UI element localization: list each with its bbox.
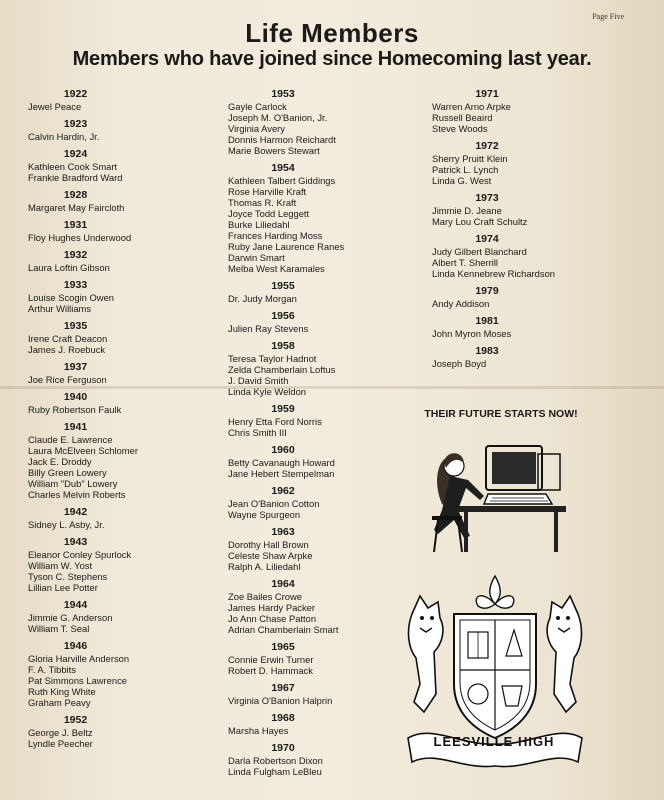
year-group <box>28 148 228 183</box>
member-name: Pat Simmons Lawrence <box>28 675 128 686</box>
member-name: Margaret May Faircloth <box>28 202 125 213</box>
member-name: Wayne Spurgeon <box>228 509 301 520</box>
class-year-heading: 1956 <box>271 310 295 322</box>
class-year-heading: 1962 <box>271 485 295 497</box>
class-year-heading: 1943 <box>63 536 88 548</box>
class-year-heading: 1954 <box>271 162 295 174</box>
member-name: Jo Ann Chase Patton <box>228 613 317 624</box>
member-name: Joseph M. O'Banion, Jr. <box>228 112 328 123</box>
member-name: Russell Beaird <box>432 112 493 123</box>
member-name: Robert D. Hammack <box>228 665 313 676</box>
member-name: Jewel Peace <box>28 101 82 112</box>
page-subtitle: Members who have joined since Homecoming last year. <box>72 48 592 70</box>
class-year-heading: 1937 <box>63 361 88 373</box>
member-column-left <box>28 88 228 755</box>
member-name: Charles Melvin Roberts <box>28 489 126 500</box>
member-name: William "Dub" Lowery <box>28 478 118 489</box>
computer-ad <box>418 408 584 420</box>
member-name: Linda Kyle Weldon <box>228 386 307 397</box>
class-year-heading: 1974 <box>475 233 499 245</box>
member-name: Sherry Pruitt Klein <box>432 153 508 164</box>
member-name: Linda G. West <box>432 175 492 186</box>
class-year-heading: 1972 <box>475 140 499 152</box>
member-name: Andy Addison <box>432 298 490 309</box>
member-name: Patrick L. Lynch <box>432 164 499 175</box>
page-title: Life Members <box>245 18 419 48</box>
member-name: Laura Loftin Gibson <box>28 262 110 273</box>
member-name: Warren Arno Arpke <box>432 101 511 112</box>
year-group <box>228 641 428 676</box>
member-name: Jane Hebert Stempelman <box>228 468 335 479</box>
member-name: Kathleen Talbert Giddings <box>228 175 336 186</box>
year-group <box>432 233 632 279</box>
class-year-heading: 1952 <box>63 714 88 726</box>
member-name: Laura McElveen Schlomer <box>28 445 138 456</box>
member-name: Judy Gilbert Blanchard <box>432 246 527 257</box>
crest-banner-text: LEESVILLE HIGH <box>433 734 555 749</box>
year-group <box>228 340 428 397</box>
year-group <box>228 280 428 304</box>
member-name: Graham Peavy <box>28 697 91 708</box>
member-name: Eleanor Conley Spurlock <box>28 549 132 560</box>
member-name: Joe Rice Ferguson <box>28 374 107 385</box>
year-group <box>432 315 632 339</box>
class-year-heading: 1933 <box>63 279 88 291</box>
class-year-heading: 1942 <box>63 506 88 518</box>
year-group <box>228 712 428 736</box>
member-name: Lyndle Peecher <box>28 738 93 749</box>
class-year-heading: 1922 <box>63 88 88 100</box>
year-group <box>228 485 428 520</box>
member-name: Virginia Avery <box>228 123 285 134</box>
member-name: Gayle Carlock <box>228 101 287 112</box>
class-year-heading: 1964 <box>271 578 295 590</box>
member-name: Jack E. Droddy <box>28 456 92 467</box>
member-name: Jimmie G. Anderson <box>28 612 113 623</box>
year-group <box>28 714 228 749</box>
member-name: Ruth King White <box>28 686 96 697</box>
member-name: George J. Beltz <box>28 727 93 738</box>
class-year-heading: 1932 <box>63 249 88 261</box>
girl-at-computer-illustration <box>428 424 568 554</box>
member-name: John Myron Moses <box>432 328 512 339</box>
year-group <box>432 285 632 309</box>
year-group <box>28 640 228 708</box>
member-name: Steve Woods <box>432 123 488 134</box>
year-group <box>28 249 228 273</box>
member-name: Marie Bowers Stewart <box>228 145 320 156</box>
class-year-heading: 1924 <box>63 148 88 160</box>
class-year-heading: 1941 <box>63 421 88 433</box>
member-name: James J. Roebuck <box>28 344 106 355</box>
member-name: Thomas R. Kraft <box>228 197 297 208</box>
member-name: Melba West Karamales <box>228 263 325 274</box>
member-name: Adrian Chamberlain Smart <box>228 624 339 635</box>
year-group <box>28 320 228 355</box>
class-year-heading: 1940 <box>63 391 88 403</box>
member-name: Betty Cavanaugh Howard <box>228 457 335 468</box>
year-group <box>228 310 428 334</box>
year-group <box>432 140 632 186</box>
member-name: Billy Green Lowery <box>28 467 107 478</box>
member-name: Arthur Williams <box>28 303 92 314</box>
year-group <box>28 536 228 593</box>
year-group <box>228 526 428 572</box>
class-year-heading: 1935 <box>63 320 88 332</box>
member-name: Linda Fulgham LeBleu <box>228 766 322 777</box>
class-year-heading: 1960 <box>271 444 295 456</box>
member-name: Louise Scogin Owen <box>28 292 114 303</box>
class-year-heading: 1983 <box>475 345 499 357</box>
year-group <box>28 219 228 243</box>
member-name: Dorothy Hall Brown <box>228 539 309 550</box>
member-name: Floy Hughes Underwood <box>28 232 132 243</box>
class-year-heading: 1923 <box>63 118 88 130</box>
year-group <box>28 189 228 213</box>
member-name: Calvin Hardin, Jr. <box>28 131 100 142</box>
member-name: Sidney L. Asby, Jr. <box>28 519 105 530</box>
year-group <box>432 345 632 369</box>
member-name: Donnis Harmon Reichardt <box>228 134 336 145</box>
class-year-heading: 1981 <box>475 315 499 327</box>
member-name: Mary Lou Craft Schultz <box>432 216 528 227</box>
member-name: William W. Yost <box>28 560 93 571</box>
member-name: Ruby Robertson Faulk <box>28 404 122 415</box>
member-name: Burke Liliedahl <box>228 219 290 230</box>
member-name: Virginia O'Banion Halprin <box>228 695 333 706</box>
member-name: Claude E. Lawrence <box>28 434 113 445</box>
class-year-heading: 1959 <box>271 403 295 415</box>
member-name: Linda Kennebrew Richardson <box>432 268 555 279</box>
member-name: Jimmie D. Jeane <box>432 205 502 216</box>
member-name: Connie Erwin Turner <box>228 654 314 665</box>
year-group <box>228 444 428 479</box>
class-year-heading: 1928 <box>63 189 88 201</box>
member-name: Frankie Bradford Ward <box>28 172 123 183</box>
member-name: J. David Smith <box>228 375 289 386</box>
year-group <box>28 88 228 112</box>
year-group <box>432 192 632 227</box>
member-name: Ruby Jane Laurence Ranes <box>228 241 345 252</box>
member-name: Gloria Harville Anderson <box>28 653 130 664</box>
year-group <box>228 88 428 156</box>
class-year-heading: 1965 <box>271 641 295 653</box>
page-number: Page Five <box>592 12 624 21</box>
member-name: Joyce Todd Leggett <box>228 208 310 219</box>
member-name: Darwin Smart <box>228 252 285 263</box>
class-year-heading: 1970 <box>271 742 295 754</box>
member-name: Frances Harding Moss <box>228 230 323 241</box>
year-group <box>432 88 632 134</box>
year-group <box>228 742 428 777</box>
class-year-heading: 1958 <box>271 340 295 352</box>
class-year-heading: 1953 <box>271 88 295 100</box>
class-year-heading: 1946 <box>63 640 88 652</box>
member-column-right <box>432 88 632 375</box>
member-name: Henry Etta Ford Norris <box>228 416 322 427</box>
year-group <box>228 578 428 635</box>
class-year-heading: 1973 <box>475 192 499 204</box>
member-name: Rose Harville Kraft <box>228 186 307 197</box>
year-group <box>28 421 228 500</box>
member-name: Jean O'Banion Cotton <box>228 498 320 509</box>
member-name: Dr. Judy Morgan <box>228 293 297 304</box>
year-group <box>228 682 428 706</box>
year-group <box>28 279 228 314</box>
member-name: Chris Smith III <box>228 427 287 438</box>
year-group <box>28 361 228 385</box>
class-year-heading: 1967 <box>271 682 295 694</box>
member-name: Celeste Shaw Arpke <box>228 550 313 561</box>
member-name: Irene Craft Deacon <box>28 333 108 344</box>
class-year-heading: 1955 <box>271 280 295 292</box>
year-group <box>28 118 228 142</box>
class-year-heading: 1931 <box>63 219 88 231</box>
class-year-heading: 1979 <box>475 285 499 297</box>
year-group <box>28 506 228 530</box>
class-year-heading: 1968 <box>271 712 295 724</box>
member-name: Zoe Bailes Crowe <box>228 591 302 602</box>
member-column-middle <box>228 88 428 783</box>
year-group <box>228 403 428 438</box>
member-name: Darla Robertson Dixon <box>228 755 323 766</box>
member-name: Julien Ray Stevens <box>228 323 309 334</box>
member-name: Tyson C. Stephens <box>28 571 108 582</box>
class-year-heading: 1971 <box>475 88 499 100</box>
member-name: William T. Seal <box>28 623 90 634</box>
member-name: James Hardy Packer <box>228 602 316 613</box>
class-year-heading: 1963 <box>271 526 295 538</box>
member-name: Teresa Taylor Hadnot <box>228 353 317 364</box>
member-name: Lillian Lee Potter <box>28 582 98 593</box>
member-name: Kathleen Cook Smart <box>28 161 118 172</box>
class-year-heading: 1944 <box>63 599 88 611</box>
year-group <box>28 599 228 634</box>
member-name: Zelda Chamberlain Loftus <box>228 364 336 375</box>
year-group <box>228 162 428 274</box>
member-name: F. A. Tibbits <box>28 664 76 675</box>
ad-headline: THEIR FUTURE STARTS NOW! <box>424 408 578 420</box>
member-name: Albert T. Sherrill <box>432 257 498 268</box>
member-name: Joseph Boyd <box>432 358 487 369</box>
member-name: Marsha Hayes <box>228 725 289 736</box>
member-name: Ralph A. Liliedahl <box>228 561 301 572</box>
year-group <box>28 391 228 415</box>
